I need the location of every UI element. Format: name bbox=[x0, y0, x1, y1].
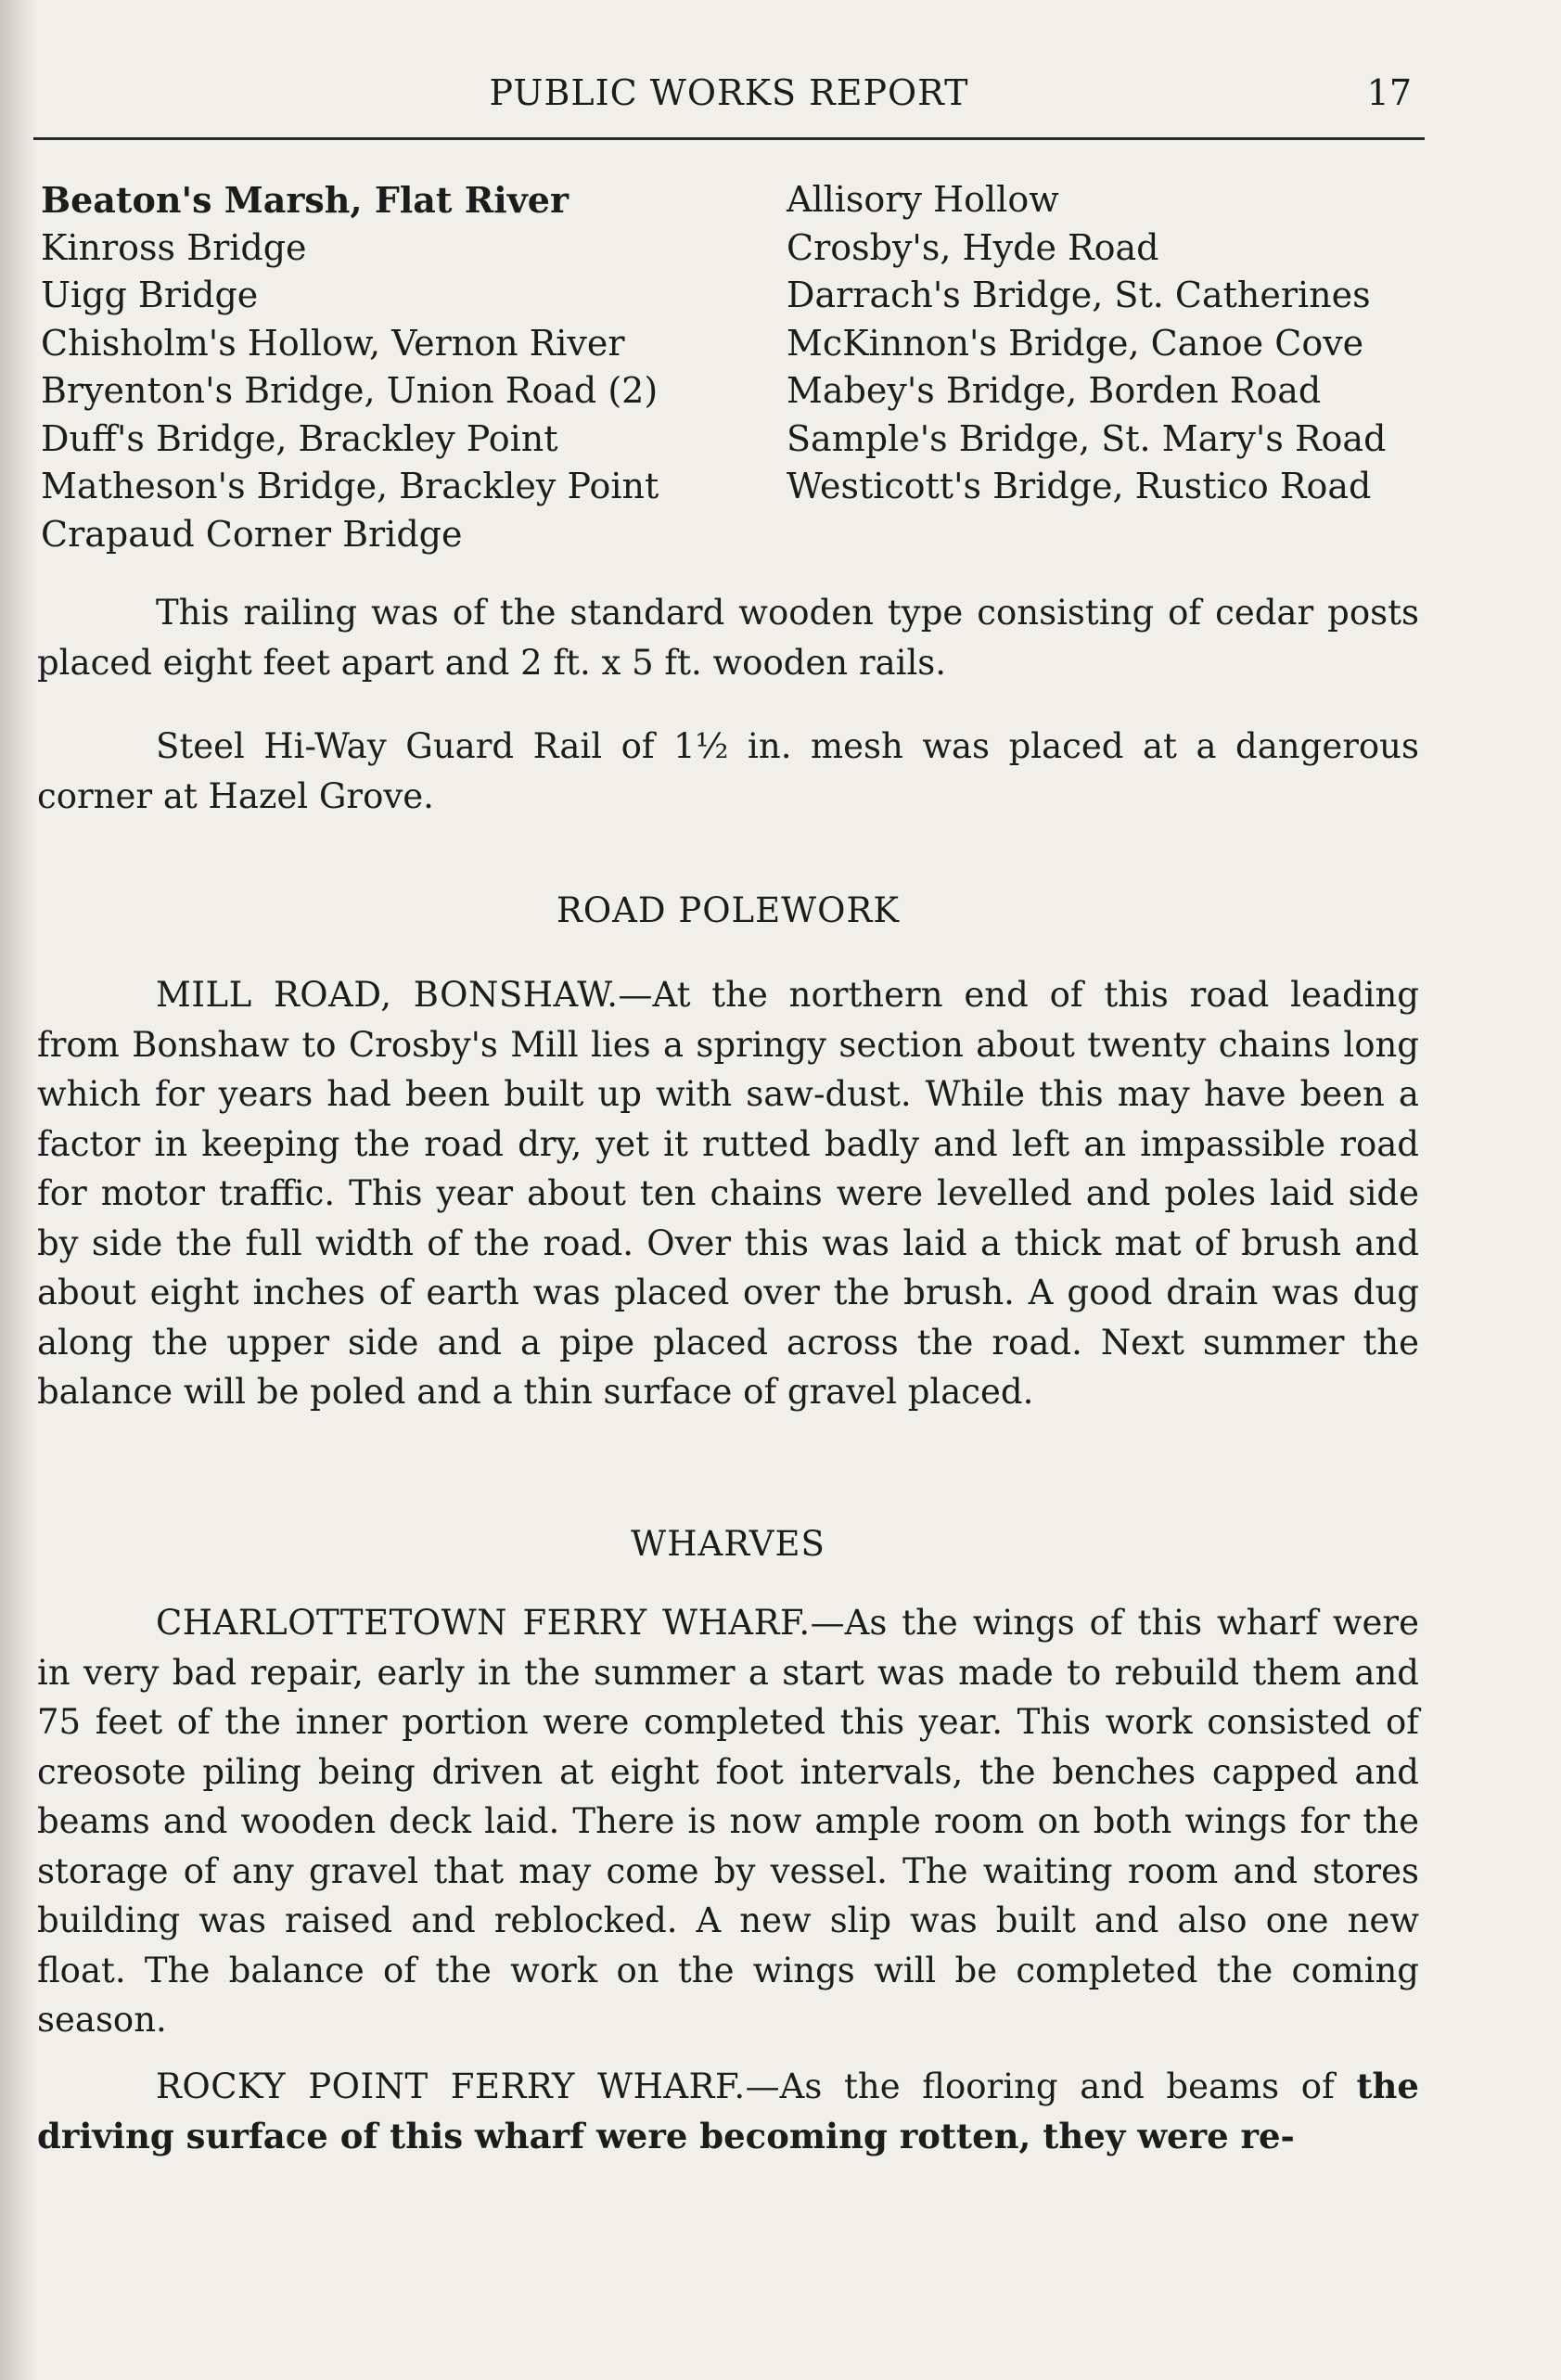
list-item: McKinnon's Bridge, Canoe Cove bbox=[787, 322, 1364, 364]
guard-rail-paragraph: Steel Hi-Way Guard Rail of 1½ in. mesh was placed at a dangerous corner at Hazel Grove. bbox=[37, 726, 1419, 816]
list-item: Bryenton's Bridge, Union Road (2) bbox=[41, 370, 659, 411]
bridge-list-left bbox=[41, 176, 659, 558]
rocky-point-wharf-paragraph bbox=[37, 2062, 1419, 2161]
charlottetown-wharf-paragraph bbox=[37, 1598, 1419, 2045]
rocky-point-wharf-text-tail: the driving surface of this wharf were becoming rotten, they were re- bbox=[37, 2066, 1419, 2156]
bridge-list-right bbox=[787, 176, 1386, 511]
railing-paragraph: This railing was of the standard wooden type consisting of cedar posts placed eight feet apart and 2 ft. x 5 ft. wooden rails. bbox=[37, 593, 1419, 683]
running-header bbox=[33, 72, 1425, 140]
mill-road-text: —At the northern end of this road leading from Bonshaw to Crosby's Mill lies a springy section about twenty chains long which for years had been built up with saw-dust. While this may have been a factor in keeping the road dry, yet it rutted badly and left an impassible road for motor traffic. This year about ten chains were levelled and poles laid side by side the full width of the road. Over this was laid a thick mat of brush and about eight inches of earth was placed over the brush. A good drain was dug along the upper side and a pipe placed across the road. Next summer the balance will be poled and a thin surface of gravel placed. bbox=[37, 975, 1419, 1412]
report-title: PUBLIC WORKS REPORT bbox=[489, 72, 969, 113]
rocky-point-wharf-lead: ROCKY POINT FERRY WHARF. bbox=[156, 2067, 746, 2106]
list-item: Duff's Bridge, Brackley Point bbox=[41, 417, 558, 459]
list-item: Kinross Bridge bbox=[41, 226, 307, 268]
list-item: Westicott's Bridge, Rustico Road bbox=[787, 466, 1372, 506]
list-item: Chisholm's Hollow, Vernon River bbox=[41, 322, 625, 364]
list-item: Uigg Bridge bbox=[41, 275, 259, 315]
road-polework-heading: ROAD POLEWORK bbox=[556, 890, 900, 930]
page-number: 17 bbox=[1366, 72, 1412, 113]
charlottetown-wharf-lead: CHARLOTTETOWN FERRY WHARF. bbox=[156, 1603, 811, 1643]
page-edge-shadow bbox=[0, 0, 37, 2380]
list-item: Darrach's Bridge, St. Catherines bbox=[787, 275, 1371, 315]
list-item: Beaton's Marsh, Flat River bbox=[41, 179, 569, 221]
list-item: Mabey's Bridge, Borden Road bbox=[787, 370, 1322, 411]
mill-road-lead: MILL ROAD, BONSHAW. bbox=[156, 975, 619, 1015]
charlottetown-wharf-text: —As the wings of this wharf were in very bad repair, early in the summer a start was made to rebuild them and 75 feet of the inner portion were completed this year. This work consisted of creosote piling being driven at eight foot intervals, the benches capped and beams and wooden deck laid. There is now ample room on both wings for the storage of any gravel that may come by vessel. The waiting room and stores building was raised and reblocked. A new slip was built and also one new float. The balance of the work on the wings will be completed the coming season. bbox=[37, 1603, 1419, 2040]
rocky-point-wharf-text: —As the flooring and beams of bbox=[745, 2067, 1357, 2106]
list-item: Crapaud Corner Bridge bbox=[41, 513, 463, 555]
list-item: Sample's Bridge, St. Mary's Road bbox=[787, 417, 1387, 459]
list-item: Allisory Hollow bbox=[787, 179, 1059, 220]
list-item: Crosby's, Hyde Road bbox=[787, 226, 1159, 268]
list-item: Matheson's Bridge, Brackley Point bbox=[41, 466, 659, 506]
mill-road-paragraph bbox=[37, 970, 1419, 1417]
wharves-heading: WHARVES bbox=[631, 1524, 825, 1564]
